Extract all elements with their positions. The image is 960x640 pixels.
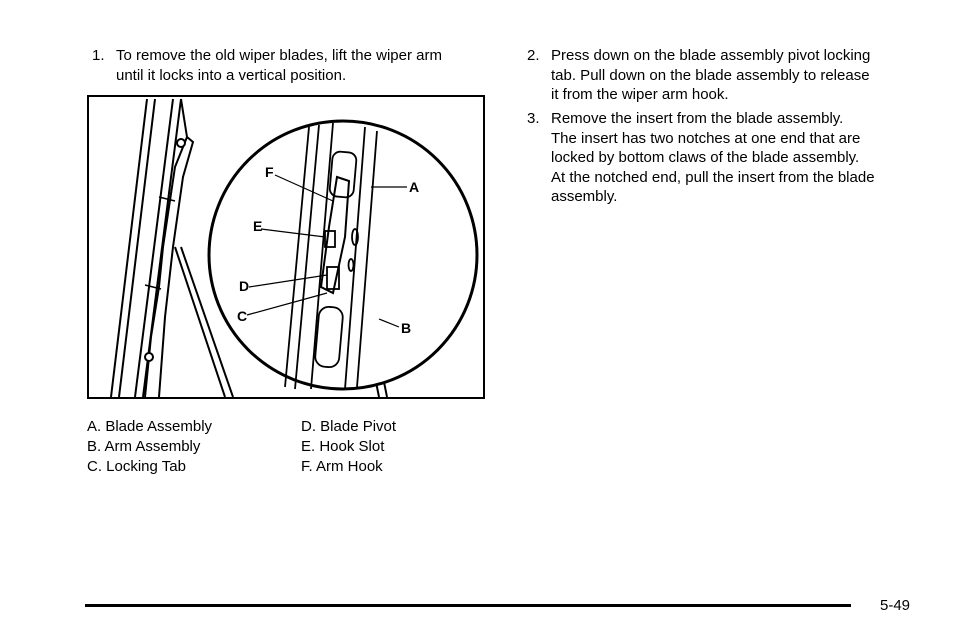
step-line: The insert has two notches at one end that are	[551, 129, 861, 147]
wiper-blade-illustration	[87, 95, 485, 399]
step-number: 2.	[527, 47, 540, 64]
callout-c: C	[237, 308, 248, 324]
step-line: locked by bottom claws of the blade assembly.	[551, 149, 860, 166]
step-line: tab. Pull down on the blade assembly to release	[551, 66, 870, 84]
instruction-step-2	[527, 46, 927, 108]
step-line: Remove the insert from the blade assembly.	[551, 110, 844, 127]
step-line: it from the wiper arm hook.	[551, 86, 729, 103]
callout-f: F	[265, 164, 274, 180]
step-number: 3.	[527, 110, 540, 127]
step-line: assembly.	[551, 188, 618, 205]
step-line: until it locks into a vertical position.	[116, 66, 347, 84]
legend-item: F. Arm Hook	[301, 458, 383, 475]
instruction-step-1	[92, 46, 492, 88]
callout-b: B	[401, 320, 412, 336]
step-line: To remove the old wiper blades, lift the wiper arm	[116, 47, 442, 64]
step-text	[551, 109, 875, 207]
step-text	[551, 46, 870, 105]
step-line: Press down on the blade assembly pivot locking	[551, 47, 871, 64]
callout-d: D	[239, 278, 250, 294]
step-line: At the notched end, pull the insert from the blade	[551, 168, 875, 186]
footer-rule	[85, 604, 851, 607]
magnifier-circle	[209, 121, 477, 389]
figure-legend-right	[301, 417, 396, 477]
legend-item: D. Blade Pivot	[301, 418, 397, 435]
legend-item: A. Blade Assembly	[87, 418, 213, 435]
legend-item: B. Arm Assembly	[87, 438, 201, 455]
figure-legend-left	[87, 417, 212, 477]
callout-e: E	[253, 218, 263, 234]
page-number: 5-49	[880, 597, 911, 614]
wiper-diagram-svg	[89, 97, 483, 397]
callout-a: A	[409, 179, 420, 195]
legend-item: E. Hook Slot	[301, 438, 385, 455]
step-text	[116, 46, 442, 85]
instruction-step-3	[527, 109, 927, 209]
step-number: 1.	[92, 47, 105, 64]
legend-item: C. Locking Tab	[87, 458, 186, 475]
